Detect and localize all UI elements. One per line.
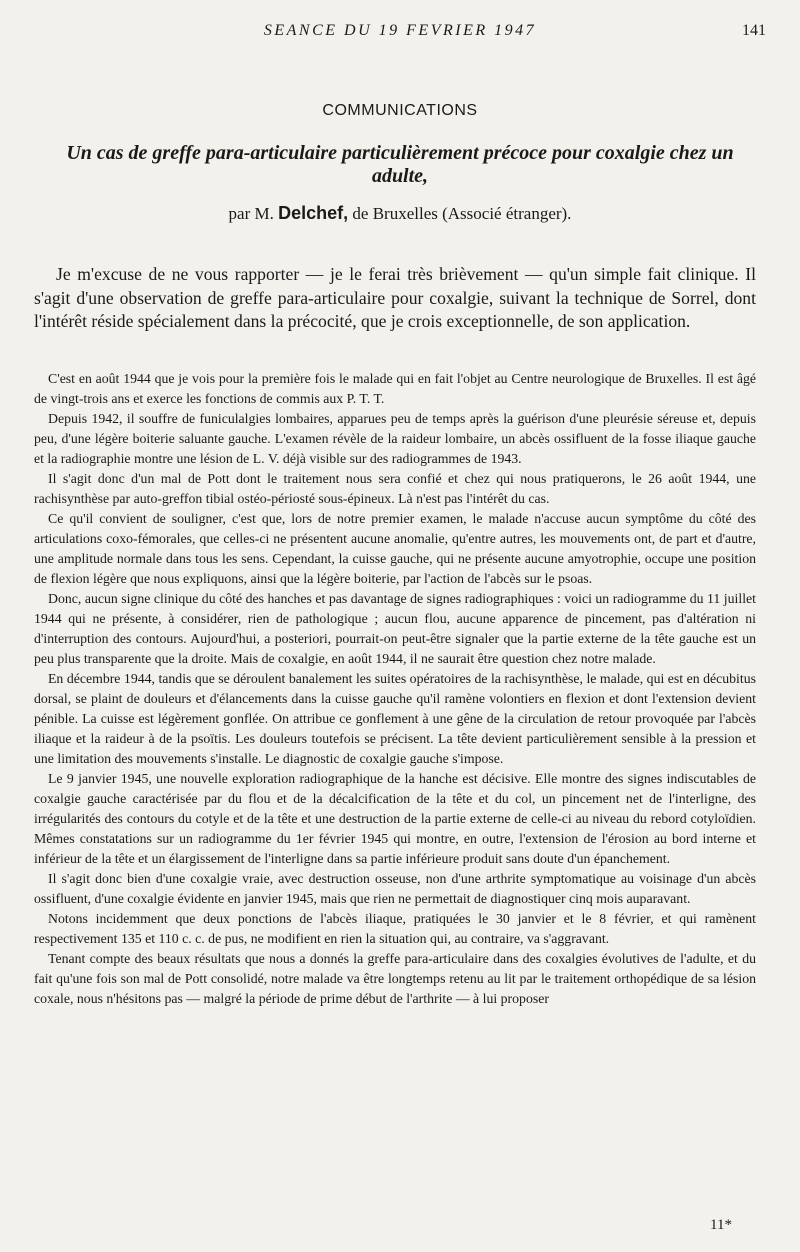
folio-mark: 11* [710, 1217, 732, 1233]
body-paragraph: Notons incidemment que deux ponctions de l'abcès iliaque, pratiquées le 30 janvier et le 8 février, et qui ramènent respectivement 135 et 110 c. c. de pus, ne modifient en rien la situation qui, au contraire, va s'aggravant. [34, 911, 756, 946]
byline [0, 203, 800, 224]
body-paragraph: Ce qu'il convient de souligner, c'est que, lors de notre premier examen, le malade n'accuse aucun symptôme du côté des articulations coxo-fémorales, que celles-ci ne présentent aucune anomalie, qu'entre autres, les mouvements ont, de part et d'autre, une amplitude normale dans tous les sens. Cependant, la cuisse gauche, qui ne présente aucune amyotrophie, occupe une position de flexion légère que nous expliquons, ainsi que la légère boiterie, par l'action de l'abcès sur le psoas. [34, 511, 756, 586]
byline-affiliation: de Bruxelles (Associé étranger). [352, 204, 572, 223]
body-paragraph: Il s'agit donc d'un mal de Pott dont le traitement nous sera confié et chez qui nous pratiquerons, le 26 août 1944, une rachisynthèse par auto-greffon tibial ostéo-périosté sous-épineux. Là n'est pas l'intérêt du cas. [34, 471, 756, 506]
running-head: SEANCE DU 19 FEVRIER 1947 [263, 22, 537, 39]
section-title: COMMUNICATIONS [322, 102, 478, 119]
body-paragraph: Tenant compte des beaux résultats que nous a donnés la greffe para-articulaire dans des coxalgies évolutives de l'adulte, et du fait qu'une fois son mal de Pott consolidé, notre malade va être longtemps retenu au lit par le traitement orthopédique de sa lésion coxale, nous n'hésitons pas — malgré la période de prime début de l'arthrite — à lui proposer [34, 951, 756, 1006]
article-body [34, 369, 756, 1009]
body-paragraph: C'est en août 1944 que je vois pour la première fois le malade qui en fait l'objet au Centre neurologique de Bruxelles. Il est âgé de vingt-trois ans et exerce les fonctions de commis aux P. T. T. [34, 371, 756, 406]
intro-paragraph: Je m'excuse de ne vous rapporter — je le ferai très brièvement — qu'un simple fait clinique. Il s'agit d'une observation de greffe para-articulaire pour coxalgie, suivant la technique de Sorrel, dont l'intérêt réside spécialement dans la précocité, que je crois exceptionnelle, de son application. [34, 264, 756, 331]
author-name: Delchef, [278, 203, 349, 223]
body-paragraph: Donc, aucun signe clinique du côté des hanches et pas davantage de signes radiographiques : voici un radiogramme du 11 juillet 1944 qui ne présente, à considérer, rien de pathologique ; aucun flou, aucune apparence de pincement, pas d'altération ni d'interruption des contours. Aujourd'hui, a posteriori, pourrait-on peut-être signaler que la partie externe de la tête gauche est un peu plus transparente que la droite. Mais de coxalgie, en août 1944, il ne saurait être question chez notre malade. [34, 591, 756, 666]
body-paragraph: Il s'agit donc bien d'une coxalgie vraie, avec destruction osseuse, non d'une arthrite symptomatique au voisinage d'un abcès ossifluent, d'une coxalgie évidente en janvier 1945, mais que rien ne permettait de diagnostiquer cinq mois auparavant. [34, 871, 756, 906]
body-paragraph: En décembre 1944, tandis que se déroulent banalement les suites opératoires de la rachisynthèse, le malade, qui est en décubitus dorsal, se plaint de douleurs et d'élancements dans la cuisse gauche qu'il ramène volontiers en flexion et dont l'extension devient pénible. La cuisse est légèrement gonflée. On attribue ce gonflement à une gêne de la circulation de retour provoquée par l'abcès iliaque et la raideur à de la psoïtis. Les douleurs toutefois se précisent. La tête devient particulièrement sensible à la pression et une limitation des mouvements s'installe. Le diagnostic de coxalgie gauche s'impose. [34, 671, 756, 766]
article-title: Un cas de greffe para-articulaire particulièrement précoce pour coxalgie chez un adulte, [66, 142, 734, 187]
byline-prefix: par M. [228, 204, 274, 223]
body-paragraph: Depuis 1942, il souffre de funiculalgies lombaires, apparues peu de temps après la guérison d'une pleurésie séreuse et, depuis peu, d'une légère boiterie saluante gauche. L'examen révèle de la raideur lombaire, un abcès ossifluent de la fosse iliaque gauche et la radiographie montre une lésion de L. V. déjà visible sur des radiogrammes de 1943. [34, 411, 756, 466]
page-number: 141 [742, 22, 766, 39]
body-paragraph: Le 9 janvier 1945, une nouvelle exploration radiographique de la hanche est décisive. Elle montre des signes indiscutables de coxalgie gauche caractérisée par du flou et de la décalcification de la tête et du col, un pincement net de l'interligne, des irrégularités des contours du cotyle et de la tête et une destruction de la partie externe de celle-ci au niveau du rebord cotyloïdien. Mêmes constatations sur un radiogramme du 1er février 1945 qui montre, en outre, l'extension de l'érosion au bord interne et inférieur de la tête et un élargissement de l'interligne dans sa partie inférieure produit sans doute d'un épanchement. [34, 771, 756, 866]
